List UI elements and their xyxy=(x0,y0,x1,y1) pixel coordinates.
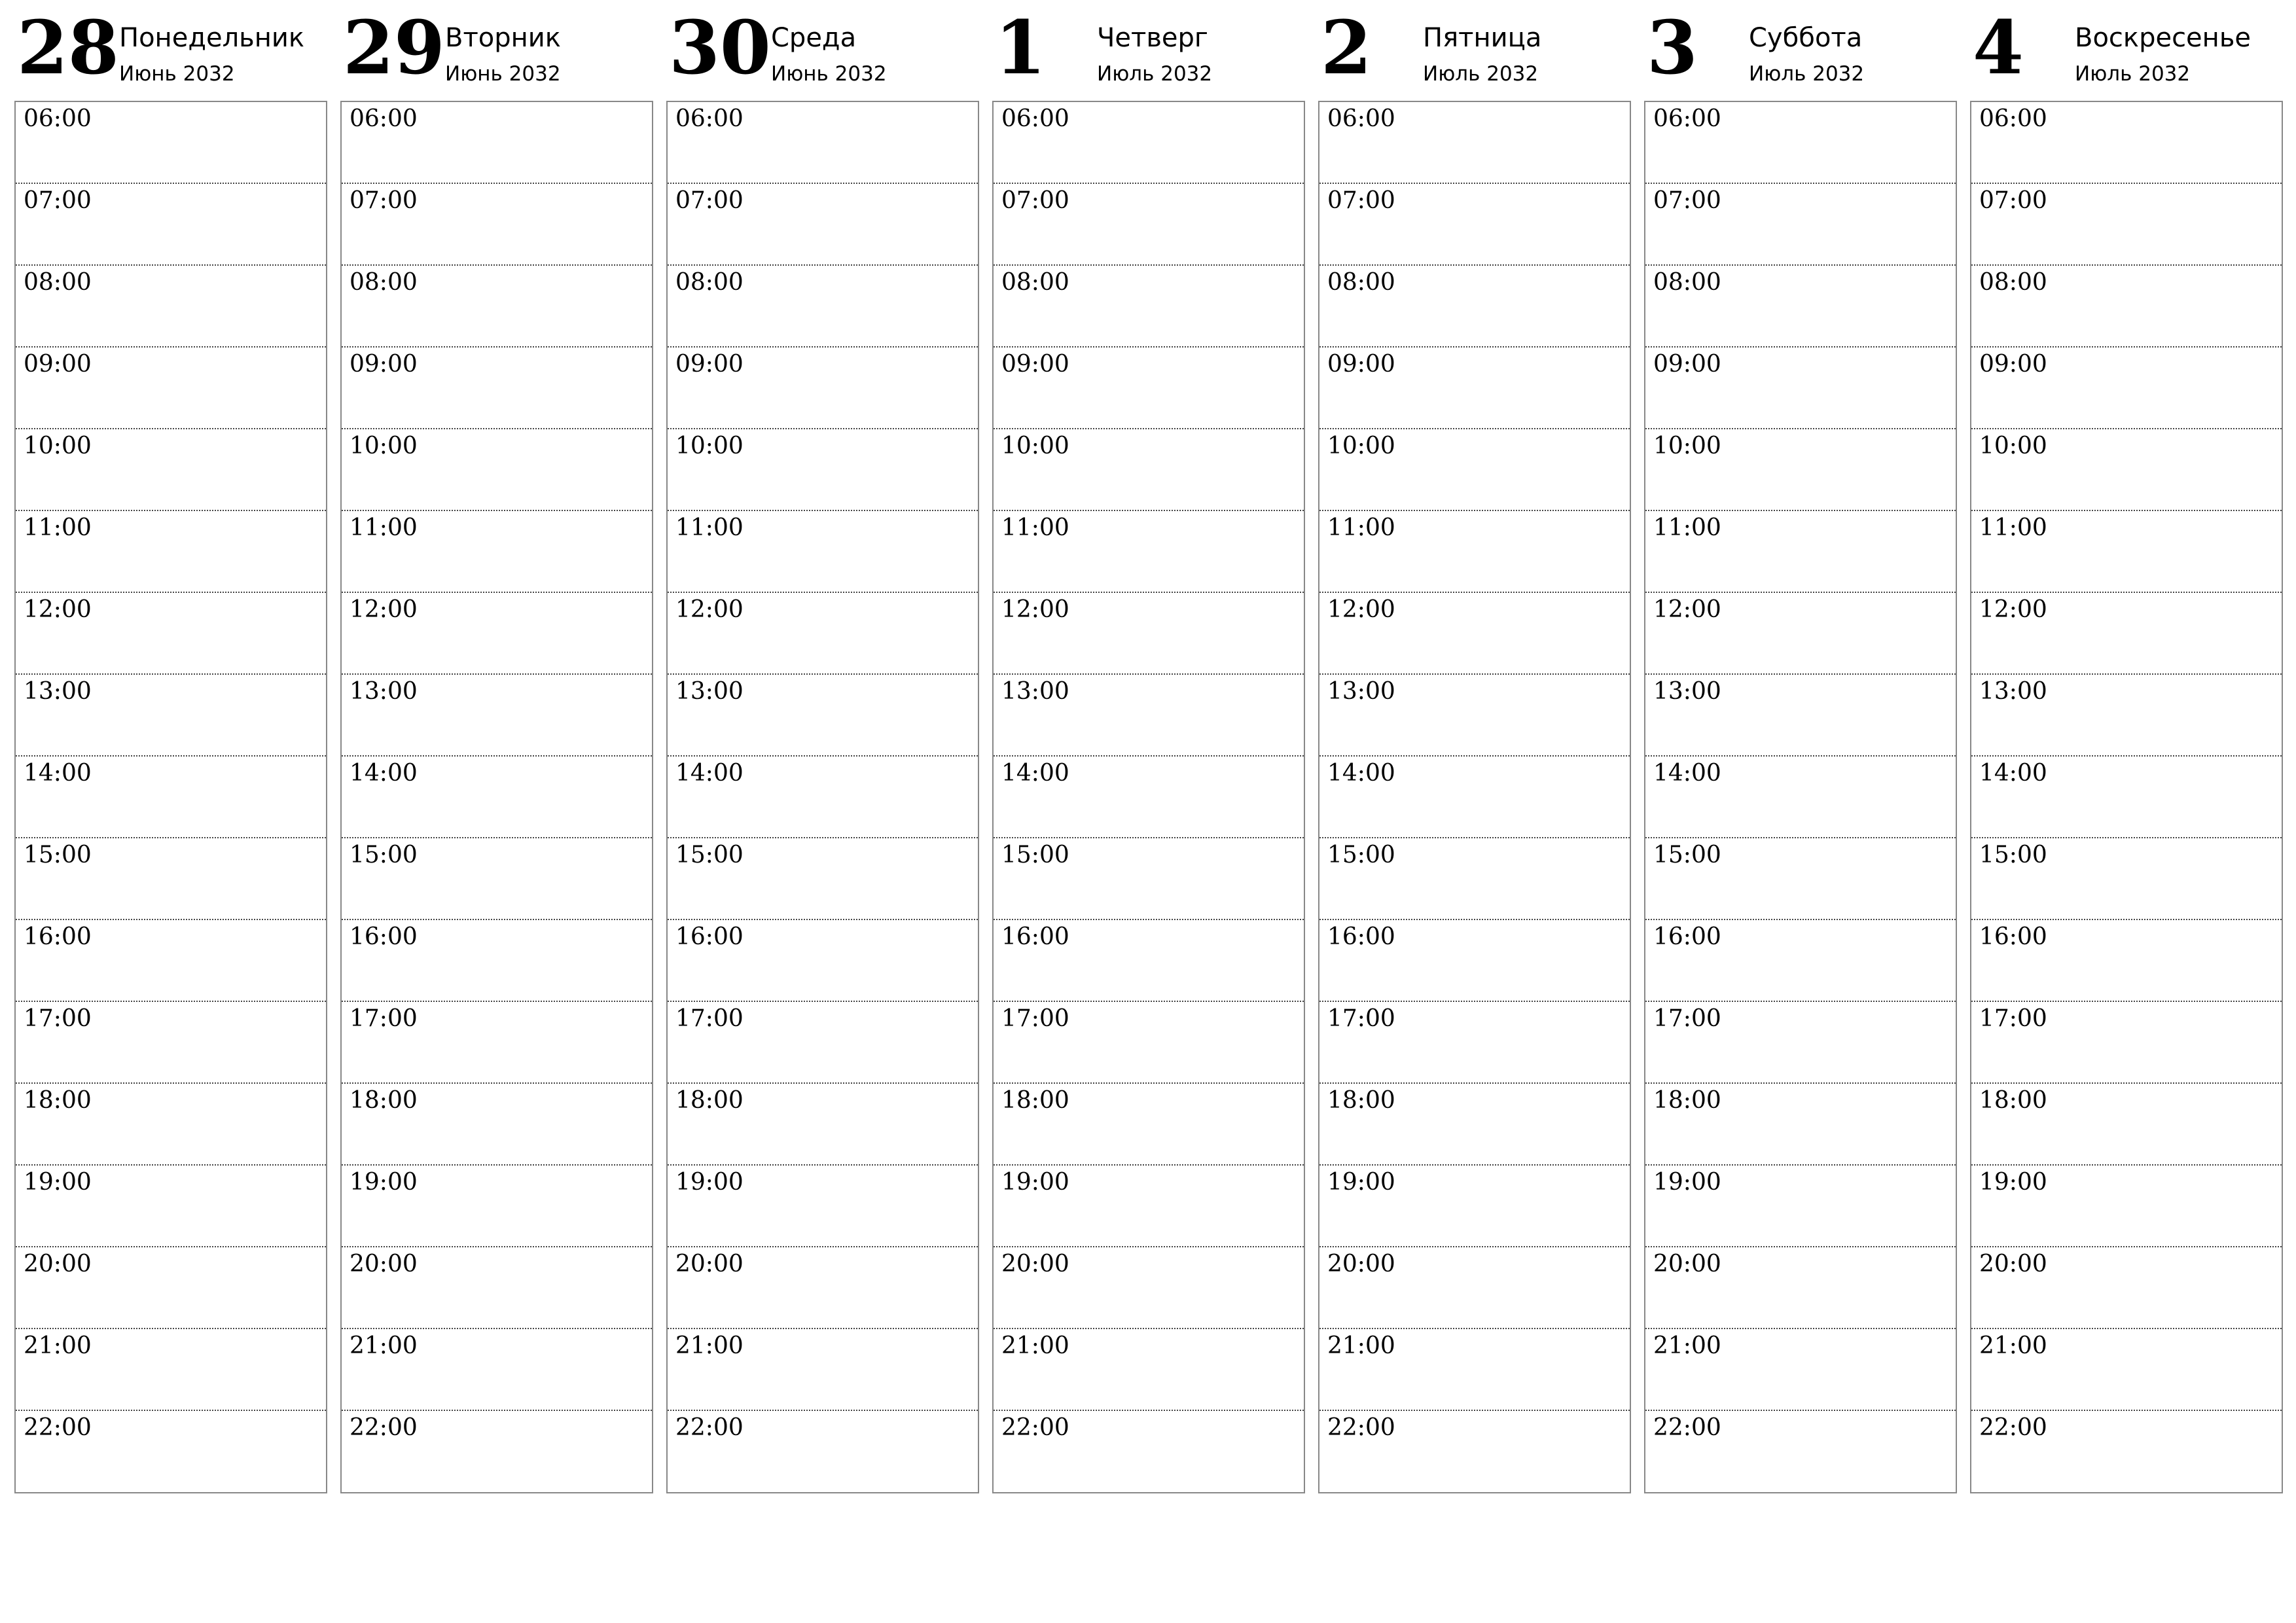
hour-slot[interactable] xyxy=(16,593,326,675)
hour-label: 17:00 xyxy=(1001,1005,1069,1032)
hour-slot[interactable] xyxy=(668,1411,978,1493)
hour-slot[interactable] xyxy=(1645,1411,1956,1493)
hour-slot[interactable] xyxy=(1319,1084,1630,1166)
hour-slot[interactable] xyxy=(1971,266,2282,348)
hour-label: 06:00 xyxy=(1001,105,1069,132)
hour-slot[interactable] xyxy=(1971,675,2282,757)
hour-slot[interactable] xyxy=(1645,266,1956,348)
hour-slot[interactable] xyxy=(1319,1166,1630,1247)
hour-label: 14:00 xyxy=(1001,760,1069,787)
hour-slot[interactable] xyxy=(994,511,1304,593)
hour-slot[interactable] xyxy=(994,1084,1304,1166)
hour-slot[interactable] xyxy=(1971,1166,2282,1247)
hour-label: 08:00 xyxy=(1653,269,1721,296)
hour-label: 16:00 xyxy=(1653,923,1721,950)
hour-label: 16:00 xyxy=(1979,923,2047,950)
hour-label: 20:00 xyxy=(1653,1251,1721,1277)
hour-label: 17:00 xyxy=(24,1005,92,1032)
hour-slot[interactable] xyxy=(16,920,326,1002)
hour-slot[interactable] xyxy=(994,1329,1304,1411)
hour-slot[interactable] xyxy=(1971,593,2282,675)
hour-slot[interactable] xyxy=(1319,348,1630,429)
hour-label: 15:00 xyxy=(1979,842,2047,868)
month-year-label: Июнь 2032 xyxy=(445,62,561,86)
hour-slot[interactable] xyxy=(1645,429,1956,511)
hour-slot[interactable] xyxy=(668,511,978,593)
hour-slot[interactable] xyxy=(1971,511,2282,593)
hour-label: 07:00 xyxy=(1979,187,2047,214)
hour-label: 14:00 xyxy=(24,760,92,787)
hour-slot[interactable] xyxy=(994,348,1304,429)
hour-slot[interactable] xyxy=(342,266,652,348)
hour-slot[interactable] xyxy=(1645,511,1956,593)
day-column xyxy=(340,0,653,1499)
hour-label: 07:00 xyxy=(350,187,418,214)
hour-label: 12:00 xyxy=(1001,596,1069,623)
day-header xyxy=(1644,0,1957,98)
hour-slot[interactable] xyxy=(668,102,978,184)
hour-slot[interactable] xyxy=(994,920,1304,1002)
hour-label: 16:00 xyxy=(350,923,418,950)
hour-label: 21:00 xyxy=(675,1332,744,1359)
hour-slot[interactable] xyxy=(1971,1411,2282,1493)
month-year-label: Июль 2032 xyxy=(2075,62,2191,86)
hour-slot[interactable] xyxy=(1645,1002,1956,1084)
hour-label: 19:00 xyxy=(1653,1169,1721,1196)
hour-label: 10:00 xyxy=(1327,433,1395,459)
hour-slot[interactable] xyxy=(1971,757,2282,838)
hour-label: 06:00 xyxy=(675,105,744,132)
hour-label: 21:00 xyxy=(1327,1332,1395,1359)
hour-label: 11:00 xyxy=(24,514,92,541)
hour-slot[interactable] xyxy=(994,757,1304,838)
hour-label: 15:00 xyxy=(1001,842,1069,868)
hour-slot[interactable] xyxy=(1319,757,1630,838)
hour-label: 11:00 xyxy=(1001,514,1069,541)
hour-label: 15:00 xyxy=(24,842,92,868)
hour-label: 17:00 xyxy=(675,1005,744,1032)
hour-slot[interactable] xyxy=(994,593,1304,675)
hour-label: 06:00 xyxy=(1979,105,2047,132)
day-header xyxy=(666,0,979,98)
hour-slot[interactable] xyxy=(1645,838,1956,920)
hour-slot[interactable] xyxy=(342,102,652,184)
hour-label: 10:00 xyxy=(24,433,92,459)
day-column xyxy=(666,0,979,1499)
hour-slot[interactable] xyxy=(994,429,1304,511)
weekday-name: Вторник xyxy=(445,23,561,53)
hour-label: 06:00 xyxy=(24,105,92,132)
hour-label: 13:00 xyxy=(1327,678,1395,705)
hour-label: 22:00 xyxy=(350,1414,418,1441)
hour-label: 22:00 xyxy=(1327,1414,1395,1441)
hour-slot[interactable] xyxy=(668,266,978,348)
hour-slot[interactable] xyxy=(1645,184,1956,266)
hour-label: 17:00 xyxy=(350,1005,418,1032)
hour-label: 13:00 xyxy=(1653,678,1721,705)
hour-label: 14:00 xyxy=(1653,760,1721,787)
hour-label: 14:00 xyxy=(1979,760,2047,787)
hour-label: 19:00 xyxy=(24,1169,92,1196)
hour-label: 08:00 xyxy=(675,269,744,296)
hour-label: 18:00 xyxy=(1327,1087,1395,1114)
hour-label: 10:00 xyxy=(1001,433,1069,459)
day-schedule-box xyxy=(340,101,653,1493)
hour-slot[interactable] xyxy=(1971,1002,2282,1084)
weekly-planner xyxy=(14,0,2284,1499)
hour-label: 19:00 xyxy=(350,1169,418,1196)
hour-label: 21:00 xyxy=(24,1332,92,1359)
day-number: 2 xyxy=(1321,5,1372,91)
month-year-label: Июнь 2032 xyxy=(771,62,887,86)
hour-label: 10:00 xyxy=(1653,433,1721,459)
hour-slot[interactable] xyxy=(16,1084,326,1166)
hour-slot[interactable] xyxy=(668,1329,978,1411)
hour-label: 09:00 xyxy=(24,351,92,378)
hour-label: 15:00 xyxy=(350,842,418,868)
day-header xyxy=(1970,0,2283,98)
hour-slot[interactable] xyxy=(1645,1166,1956,1247)
hour-label: 19:00 xyxy=(1001,1169,1069,1196)
hour-slot[interactable] xyxy=(342,1002,652,1084)
hour-slot[interactable] xyxy=(994,102,1304,184)
hour-label: 09:00 xyxy=(1653,351,1721,378)
hour-slot[interactable] xyxy=(1971,1329,2282,1411)
month-year-label: Июль 2032 xyxy=(1097,62,1213,86)
hour-slot[interactable] xyxy=(994,675,1304,757)
day-schedule-box xyxy=(1970,101,2283,1493)
hour-label: 11:00 xyxy=(675,514,744,541)
day-number: 1 xyxy=(995,5,1046,91)
day-column xyxy=(1644,0,1957,1499)
hour-label: 16:00 xyxy=(1327,923,1395,950)
hour-slot[interactable] xyxy=(1971,1247,2282,1329)
hour-label: 15:00 xyxy=(675,842,744,868)
hour-label: 10:00 xyxy=(1979,433,2047,459)
hour-label: 14:00 xyxy=(1327,760,1395,787)
day-schedule-box xyxy=(1318,101,1631,1493)
hour-slot[interactable] xyxy=(1645,102,1956,184)
day-schedule-box xyxy=(666,101,979,1493)
hour-slot[interactable] xyxy=(668,184,978,266)
day-column xyxy=(992,0,1305,1499)
hour-slot[interactable] xyxy=(1971,1084,2282,1166)
hour-slot[interactable] xyxy=(1319,675,1630,757)
hour-label: 11:00 xyxy=(350,514,418,541)
hour-slot[interactable] xyxy=(16,675,326,757)
hour-label: 06:00 xyxy=(1653,105,1721,132)
hour-slot[interactable] xyxy=(342,1084,652,1166)
hour-label: 20:00 xyxy=(1979,1251,2047,1277)
hour-label: 16:00 xyxy=(675,923,744,950)
hour-label: 10:00 xyxy=(675,433,744,459)
hour-slot[interactable] xyxy=(668,348,978,429)
hour-slot[interactable] xyxy=(1645,348,1956,429)
hour-label: 10:00 xyxy=(350,433,418,459)
hour-label: 07:00 xyxy=(1001,187,1069,214)
hour-slot[interactable] xyxy=(1319,184,1630,266)
hour-label: 11:00 xyxy=(1653,514,1721,541)
month-year-label: Июль 2032 xyxy=(1423,62,1539,86)
hour-slot[interactable] xyxy=(1319,511,1630,593)
hour-label: 17:00 xyxy=(1979,1005,2047,1032)
hour-slot[interactable] xyxy=(16,102,326,184)
hour-label: 13:00 xyxy=(1979,678,2047,705)
hour-label: 17:00 xyxy=(1653,1005,1721,1032)
hour-slot[interactable] xyxy=(16,1247,326,1329)
hour-label: 12:00 xyxy=(1979,596,2047,623)
hour-slot[interactable] xyxy=(1319,1411,1630,1493)
hour-label: 07:00 xyxy=(24,187,92,214)
hour-label: 21:00 xyxy=(1979,1332,2047,1359)
hour-label: 13:00 xyxy=(675,678,744,705)
hour-label: 21:00 xyxy=(1653,1332,1721,1359)
hour-label: 20:00 xyxy=(1327,1251,1395,1277)
hour-slot[interactable] xyxy=(1971,348,2282,429)
day-number: 3 xyxy=(1647,5,1698,91)
hour-slot[interactable] xyxy=(668,838,978,920)
hour-slot[interactable] xyxy=(668,675,978,757)
hour-label: 13:00 xyxy=(350,678,418,705)
hour-slot[interactable] xyxy=(668,920,978,1002)
hour-label: 22:00 xyxy=(1653,1414,1721,1441)
hour-slot[interactable] xyxy=(994,266,1304,348)
hour-label: 13:00 xyxy=(24,678,92,705)
hour-label: 16:00 xyxy=(24,923,92,950)
hour-slot[interactable] xyxy=(16,511,326,593)
hour-label: 18:00 xyxy=(1001,1087,1069,1114)
hour-label: 18:00 xyxy=(24,1087,92,1114)
day-number: 30 xyxy=(669,5,771,91)
hour-label: 20:00 xyxy=(1001,1251,1069,1277)
hour-label: 16:00 xyxy=(1001,923,1069,950)
hour-slot[interactable] xyxy=(342,757,652,838)
hour-slot[interactable] xyxy=(668,1247,978,1329)
hour-slot[interactable] xyxy=(16,266,326,348)
hour-slot[interactable] xyxy=(16,348,326,429)
month-year-label: Июнь 2032 xyxy=(119,62,235,86)
hour-slot[interactable] xyxy=(994,1166,1304,1247)
hour-slot[interactable] xyxy=(342,1411,652,1493)
hour-slot[interactable] xyxy=(342,838,652,920)
hour-slot[interactable] xyxy=(342,593,652,675)
hour-slot[interactable] xyxy=(1319,920,1630,1002)
hour-slot[interactable] xyxy=(1645,920,1956,1002)
day-schedule-box xyxy=(1644,101,1957,1493)
hour-label: 19:00 xyxy=(675,1169,744,1196)
hour-label: 22:00 xyxy=(1001,1414,1069,1441)
day-number: 29 xyxy=(343,5,445,91)
hour-label: 15:00 xyxy=(1653,842,1721,868)
hour-slot[interactable] xyxy=(1645,1247,1956,1329)
hour-label: 12:00 xyxy=(675,596,744,623)
hour-slot[interactable] xyxy=(1645,675,1956,757)
hour-slot[interactable] xyxy=(342,920,652,1002)
hour-label: 18:00 xyxy=(350,1087,418,1114)
hour-label: 08:00 xyxy=(1327,269,1395,296)
hour-slot[interactable] xyxy=(1971,838,2282,920)
hour-label: 14:00 xyxy=(350,760,418,787)
weekday-name: Среда xyxy=(771,23,857,53)
hour-label: 08:00 xyxy=(24,269,92,296)
hour-slot[interactable] xyxy=(1319,429,1630,511)
month-year-label: Июль 2032 xyxy=(1749,62,1865,86)
hour-label: 06:00 xyxy=(350,105,418,132)
hour-slot[interactable] xyxy=(1971,920,2282,1002)
hour-slot[interactable] xyxy=(668,593,978,675)
hour-slot[interactable] xyxy=(16,1411,326,1493)
hour-label: 20:00 xyxy=(675,1251,744,1277)
hour-label: 21:00 xyxy=(350,1332,418,1359)
hour-label: 08:00 xyxy=(1979,269,2047,296)
hour-slot[interactable] xyxy=(994,184,1304,266)
hour-slot[interactable] xyxy=(342,511,652,593)
hour-slot[interactable] xyxy=(668,757,978,838)
hour-slot[interactable] xyxy=(1971,429,2282,511)
hour-slot[interactable] xyxy=(342,675,652,757)
weekday-name: Понедельник xyxy=(119,23,305,53)
day-column xyxy=(14,0,327,1499)
hour-label: 12:00 xyxy=(1327,596,1395,623)
hour-slot[interactable] xyxy=(1971,102,2282,184)
hour-label: 12:00 xyxy=(350,596,418,623)
hour-label: 08:00 xyxy=(1001,269,1069,296)
hour-label: 22:00 xyxy=(1979,1414,2047,1441)
hour-label: 07:00 xyxy=(1653,187,1721,214)
hour-label: 06:00 xyxy=(1327,105,1395,132)
hour-slot[interactable] xyxy=(16,429,326,511)
day-header xyxy=(14,0,327,98)
hour-slot[interactable] xyxy=(668,429,978,511)
weekday-name: Четверг xyxy=(1097,23,1208,53)
hour-slot[interactable] xyxy=(342,429,652,511)
hour-label: 13:00 xyxy=(1001,678,1069,705)
hour-slot[interactable] xyxy=(994,838,1304,920)
hour-slot[interactable] xyxy=(994,1247,1304,1329)
hour-slot[interactable] xyxy=(1645,757,1956,838)
hour-label: 09:00 xyxy=(1001,351,1069,378)
hour-slot[interactable] xyxy=(1319,266,1630,348)
hour-label: 22:00 xyxy=(24,1414,92,1441)
hour-slot[interactable] xyxy=(994,1002,1304,1084)
hour-label: 09:00 xyxy=(350,351,418,378)
hour-slot[interactable] xyxy=(342,348,652,429)
day-column xyxy=(1318,0,1631,1499)
hour-slot[interactable] xyxy=(342,1329,652,1411)
hour-label: 07:00 xyxy=(675,187,744,214)
hour-slot[interactable] xyxy=(16,1166,326,1247)
weekday-name: Суббота xyxy=(1749,23,1863,53)
day-header xyxy=(1318,0,1631,98)
hour-label: 09:00 xyxy=(1979,351,2047,378)
day-number: 28 xyxy=(17,5,119,91)
hour-label: 19:00 xyxy=(1327,1169,1395,1196)
hour-slot[interactable] xyxy=(1319,593,1630,675)
day-schedule-box xyxy=(14,101,327,1493)
hour-label: 14:00 xyxy=(675,760,744,787)
day-column xyxy=(1970,0,2283,1499)
hour-slot[interactable] xyxy=(342,1166,652,1247)
hour-label: 12:00 xyxy=(1653,596,1721,623)
hour-label: 09:00 xyxy=(675,351,744,378)
hour-slot[interactable] xyxy=(994,1411,1304,1493)
hour-slot[interactable] xyxy=(668,1166,978,1247)
hour-label: 15:00 xyxy=(1327,842,1395,868)
day-header xyxy=(340,0,653,98)
hour-slot[interactable] xyxy=(16,1002,326,1084)
hour-label: 21:00 xyxy=(1001,1332,1069,1359)
hour-label: 18:00 xyxy=(1979,1087,2047,1114)
hour-label: 11:00 xyxy=(1979,514,2047,541)
hour-slot[interactable] xyxy=(1319,1002,1630,1084)
hour-slot[interactable] xyxy=(342,184,652,266)
hour-slot[interactable] xyxy=(1319,838,1630,920)
hour-slot[interactable] xyxy=(16,1329,326,1411)
hour-slot[interactable] xyxy=(16,184,326,266)
hour-label: 22:00 xyxy=(675,1414,744,1441)
hour-slot[interactable] xyxy=(668,1084,978,1166)
hour-slot[interactable] xyxy=(1319,1247,1630,1329)
weekday-name: Воскресенье xyxy=(2075,23,2251,53)
hour-slot[interactable] xyxy=(16,838,326,920)
hour-label: 17:00 xyxy=(1327,1005,1395,1032)
hour-slot[interactable] xyxy=(1645,593,1956,675)
hour-label: 20:00 xyxy=(24,1251,92,1277)
hour-slot[interactable] xyxy=(342,1247,652,1329)
day-header xyxy=(992,0,1305,98)
hour-slot[interactable] xyxy=(1645,1084,1956,1166)
hour-slot[interactable] xyxy=(1645,1329,1956,1411)
hour-label: 11:00 xyxy=(1327,514,1395,541)
hour-label: 12:00 xyxy=(24,596,92,623)
hour-slot[interactable] xyxy=(1319,102,1630,184)
hour-label: 07:00 xyxy=(1327,187,1395,214)
hour-label: 19:00 xyxy=(1979,1169,2047,1196)
hour-slot[interactable] xyxy=(1319,1329,1630,1411)
hour-label: 08:00 xyxy=(350,269,418,296)
hour-slot[interactable] xyxy=(668,1002,978,1084)
day-schedule-box xyxy=(992,101,1305,1493)
hour-label: 09:00 xyxy=(1327,351,1395,378)
day-number: 4 xyxy=(1973,5,2024,91)
hour-slot[interactable] xyxy=(1971,184,2282,266)
hour-label: 18:00 xyxy=(1653,1087,1721,1114)
hour-label: 20:00 xyxy=(350,1251,418,1277)
hour-label: 18:00 xyxy=(675,1087,744,1114)
weekday-name: Пятница xyxy=(1423,23,1542,53)
hour-slot[interactable] xyxy=(16,757,326,838)
